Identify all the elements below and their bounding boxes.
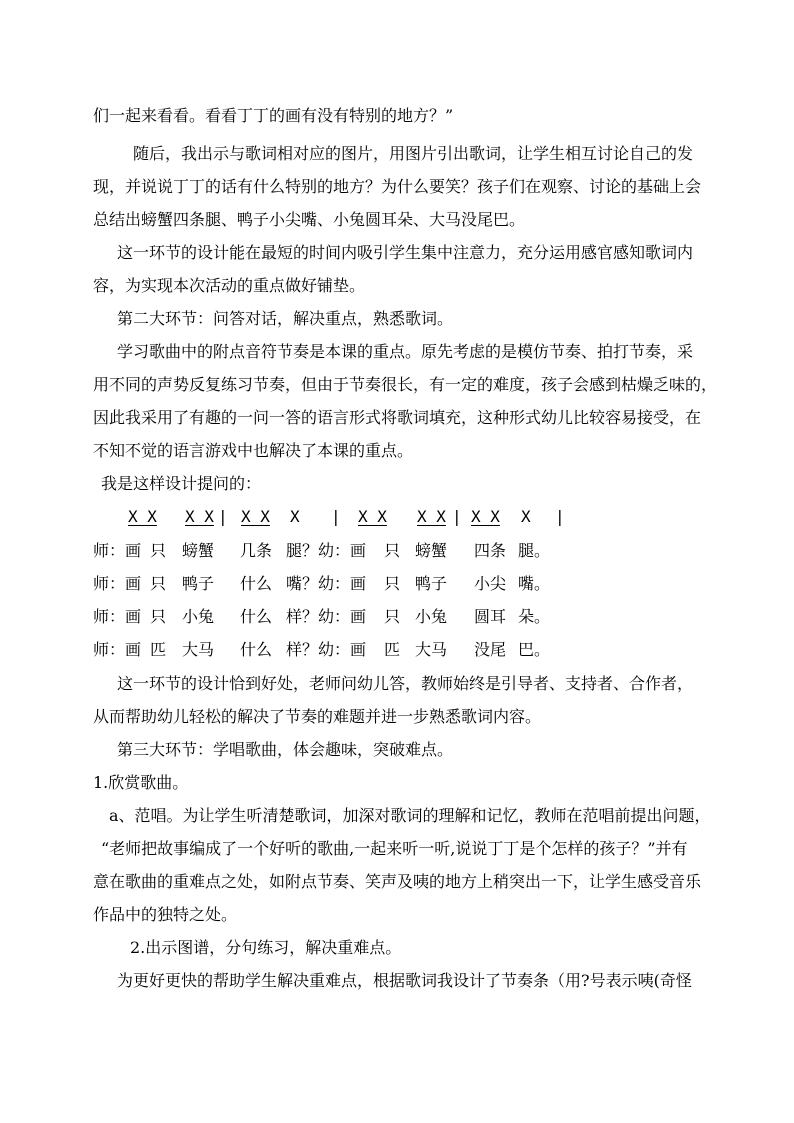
paragraph-line: a、范唱。为让学生听清楚歌词，加深对歌词的理解和记忆，教师在范唱前提出问题，: [109, 806, 711, 825]
dialogue-cell: 匹: [384, 640, 401, 659]
paragraph-line: 现，并说说丁丁的话有什么特别的地方？为什么要笑？孩子们在观察、讨论的基础上会: [93, 177, 702, 196]
dialogue-cell: 腿。: [518, 541, 551, 560]
paragraph-line: 们一起来看看。看看丁丁的画有没有特别的地方？”: [93, 106, 454, 125]
rhythm-group: X: [290, 507, 300, 526]
dialogue-cell: 师：画: [93, 541, 142, 560]
dialogue-cell: 师：画: [93, 640, 142, 659]
dialogue-cell: 小兔: [415, 607, 448, 626]
dialogue-cell: 什么: [240, 574, 273, 593]
dialogue-cell: 什么: [240, 607, 273, 626]
paragraph-line: 这一环节的设计能在最短的时间内吸引学生集中注意力，充分运用感官感知歌词内: [117, 243, 694, 262]
dialogue-cell: 嘴。: [518, 574, 551, 593]
dialogue-cell: 只: [384, 607, 401, 626]
dialogue-cell: 只: [384, 574, 401, 593]
paragraph-line: 意在歌曲的重难点之处，如附点节奏、笑声及咦的地方上稍突出一下，让学生感受音乐: [93, 872, 702, 891]
section-heading: 第二大环节：问答对话，解决重点，熟悉歌词。: [117, 309, 454, 328]
dialogue-cell: 只: [150, 574, 167, 593]
rhythm-group: X X: [417, 507, 446, 526]
paragraph-line: 我是这样设计提问的：: [101, 474, 262, 493]
dialogue-cell: 幼：画: [318, 607, 367, 626]
dialogue-cell: 匹: [150, 640, 167, 659]
dialogue-cell: 巴。: [518, 640, 551, 659]
rhythm-group: X: [521, 507, 531, 526]
dialogue-cell: 幼：画: [318, 640, 367, 659]
dialogue-cell: 四条: [474, 541, 507, 560]
dialogue-cell: 幼：画: [318, 574, 367, 593]
bar-line: |: [331, 507, 341, 526]
paragraph-line: 容，为实现本次活动的重点做好铺垫。: [93, 276, 366, 295]
section-heading: 第三大环节：学唱歌曲，体会趣味，突破难点。: [117, 740, 454, 759]
dialogue-cell: 小尖: [474, 574, 507, 593]
dialogue-cell: 螃蟹: [182, 541, 215, 560]
paragraph-line: 总结出螃蟹四条腿、鸭子小尖嘴、小兔圆耳朵、大马没尾巴。: [93, 210, 526, 229]
paragraph-line: 学习歌曲中的附点音符节奏是本课的重点。原先考虑的是模仿节奏、拍打节奏，采: [117, 342, 694, 361]
rhythm-group: X X: [241, 507, 270, 526]
dialogue-cell: 没尾: [474, 640, 507, 659]
list-item: 1.欣赏歌曲。: [93, 773, 189, 792]
list-item: 2.出示图谱，分句练习，解决重难点。: [130, 938, 402, 957]
dialogue-cell: 只: [150, 541, 167, 560]
bar-line: |: [452, 507, 462, 526]
rhythm-group: X X: [471, 507, 500, 526]
rhythm-group: X X: [128, 507, 157, 526]
dialogue-cell: 只: [384, 541, 401, 560]
dialogue-cell: 腿？: [286, 541, 319, 560]
dialogue-cell: 大马: [182, 640, 215, 659]
dialogue-cell: 样？: [286, 607, 319, 626]
dialogue-cell: 几条: [240, 541, 273, 560]
dialogue-cell: 朵。: [518, 607, 551, 626]
bar-line: |: [218, 507, 228, 526]
paragraph-line: 用不同的声势反复练习节奏，但由于节奏很长，有一定的难度，孩子会感到枯燥乏味的，: [93, 375, 718, 394]
rhythm-group: X X: [185, 507, 214, 526]
dialogue-cell: 师：画: [93, 574, 142, 593]
paragraph-line: 这一环节的设计恰到好处，老师问幼儿答，教师始终是引导者、支持者、合作者，: [117, 674, 694, 693]
paragraph-line: 随后，我出示与歌词相对应的图片，用图片引出歌词，让学生相互讨论自己的发: [133, 144, 694, 163]
dialogue-cell: 大马: [415, 640, 448, 659]
paragraph-line: 因此我采用了有趣的一问一答的语言形式将歌词填充，这种形式幼儿比较容易接受，在: [93, 408, 702, 427]
paragraph-line: 从而帮助幼儿轻松的解决了节奏的难题并进一步熟悉歌词内容。: [93, 707, 542, 726]
dialogue-cell: 鸭子: [182, 574, 215, 593]
dialogue-cell: 嘴？: [286, 574, 319, 593]
dialogue-cell: 圆耳: [474, 607, 507, 626]
bar-line: |: [555, 507, 565, 526]
paragraph-line: 作品中的独特之处。: [93, 905, 238, 924]
paragraph-line: 不知不觉的语言游戏中也解决了本课的重点。: [93, 441, 414, 460]
paragraph-line: “老师把故事编成了一个好听的歌曲,一起来听一听,说说丁丁是个怎样的孩子？”并有: [101, 839, 688, 858]
paragraph-line: 为更好更快的帮助学生解决重难点，根据歌词我设计了节奏条（用?号表示咦(奇怪: [117, 971, 692, 990]
dialogue-cell: 螃蟹: [415, 541, 448, 560]
dialogue-cell: 幼：画: [318, 541, 367, 560]
rhythm-group: X X: [358, 507, 387, 526]
dialogue-cell: 样？: [286, 640, 319, 659]
dialogue-cell: 鸭子: [415, 574, 448, 593]
dialogue-cell: 只: [150, 607, 167, 626]
dialogue-cell: 什么: [240, 640, 273, 659]
dialogue-cell: 师：画: [93, 607, 142, 626]
dialogue-cell: 小兔: [182, 607, 215, 626]
